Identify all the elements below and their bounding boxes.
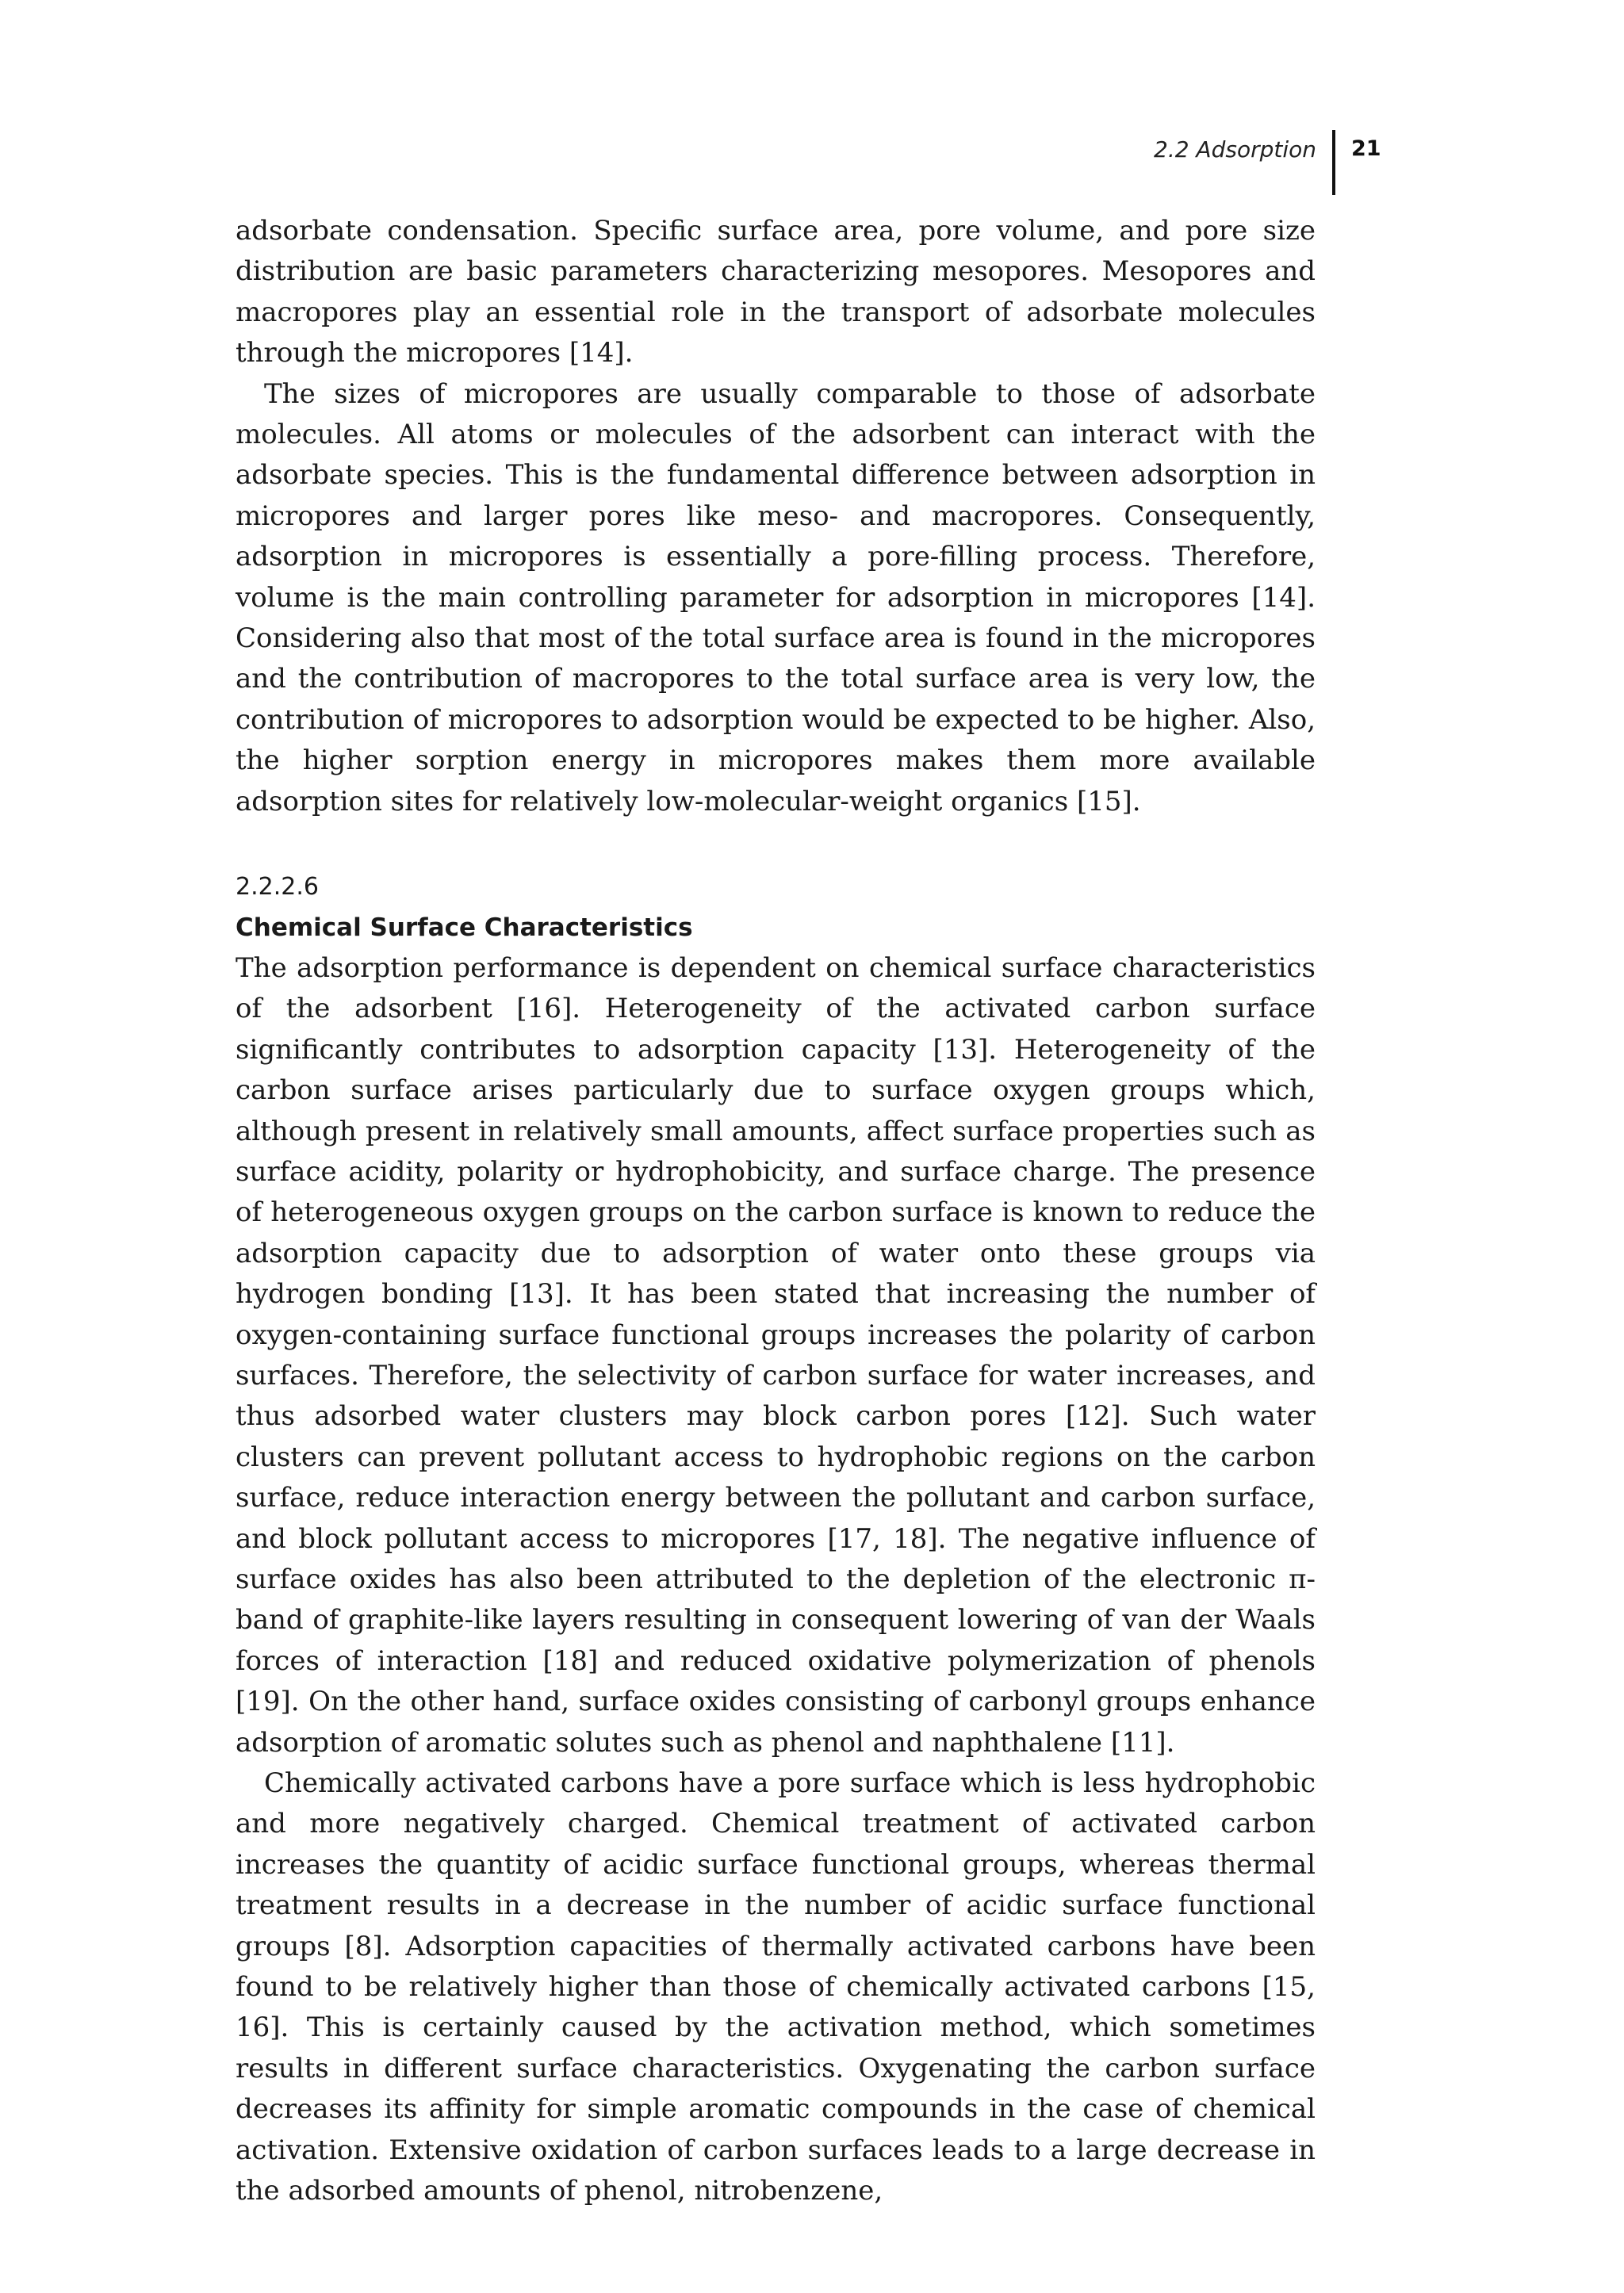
- running-head: 2.2 Adsorption: [1154, 136, 1316, 163]
- paragraph-2: The sizes of micropores are usually comparable to those of adsorbate molecules. All atoms or molecules of the adsorbent can interact with the adsorbate species. This is the fundamental difference between adsorption in micropores and larger pores like meso- and macropores. Consequently, adsorption in micropores is essentially a pore-filling process. Therefore, volume is the main controlling parameter for adsorption in micropores [14]. Considering also that most of the total surface area is found in the micropores and the contribution of macropores to the total surface area is very low, the contribution of micropores to adsorption would be expected to be higher. Also, the higher sorption energy in micropores makes them more available adsorption sites for relatively low-molecular-weight organics [15].: [236, 377, 1316, 817]
- paragraph-3: The adsorption performance is dependent on chemical surface characteristics of the adsorbent [16]. Heterogeneity of the activated carbon surface significantly contributes to adsorption capacity [13]. Heterogeneity of the carbon surface arises particularly due to surface oxygen groups which, although present in relatively small amounts, affect surface properties such as surface acidity, polarity or hydrophobicity, and surface charge. The presence of heterogeneous oxygen groups on the carbon surface is known to reduce the adsorption capacity due to adsorption of water onto these groups via hydrogen bonding [13]. It has been stated that increasing the number of oxygen-containing surface functional groups increases the polarity of carbon surfaces. Therefore, the selectivity of carbon surface for water increases, and thus adsorbed water clusters may block carbon pores [12]. Such water clusters can prevent pollutant access to hydrophobic regions on the carbon surface, reduce interaction energy between the pollutant and carbon surface, and block pollutant access to micropores [17, 18]. The negative influence of surface oxides has also been attributed to the depletion of the electronic π-band of graphite-like layers resulting in consequent lowering of van der Waals forces of interaction [18] and reduced oxidative polymerization of phenols [19]. On the other hand, surface oxides consisting of carbonyl groups enhance adsorption of aromatic solutes such as phenol and naphthalene [11].: [236, 951, 1316, 1759]
- body-text: [236, 211, 1316, 2212]
- header-rule: [1332, 130, 1335, 195]
- page-number: 21: [1351, 136, 1381, 161]
- section-title: Chemical Surface Characteristics: [236, 913, 693, 942]
- section-number: 2.2.2.6: [236, 873, 319, 902]
- paragraph-1: adsorbate condensation. Specific surface area, pore volume, and pore size distribution are basic parameters characterizing mesopores. Mesopores and macropores play an essential role in the transport of adsorbate molecules through the micropores [14].: [236, 215, 1316, 369]
- paragraph-4: Chemically activated carbons have a pore surface which is less hydrophobic and more negatively charged. Chemical treatment of activated carbon increases the quantity of acidic surface functional groups, whereas thermal treatment results in a decrease in the number of acidic surface functional groups [8]. Adsorption capacities of thermally activated carbons have been found to be relatively higher than those of chemically activated carbons [15, 16]. This is certainly caused by the activation method, which sometimes results in different surface characteristics. Oxygenating the carbon surface decreases its affinity for simple aromatic compounds in the case of chemical activation. Extensive oxidation of carbon surfaces leads to a large decrease in the adsorbed amounts of phenol, nitrobenzene,: [236, 1767, 1316, 2207]
